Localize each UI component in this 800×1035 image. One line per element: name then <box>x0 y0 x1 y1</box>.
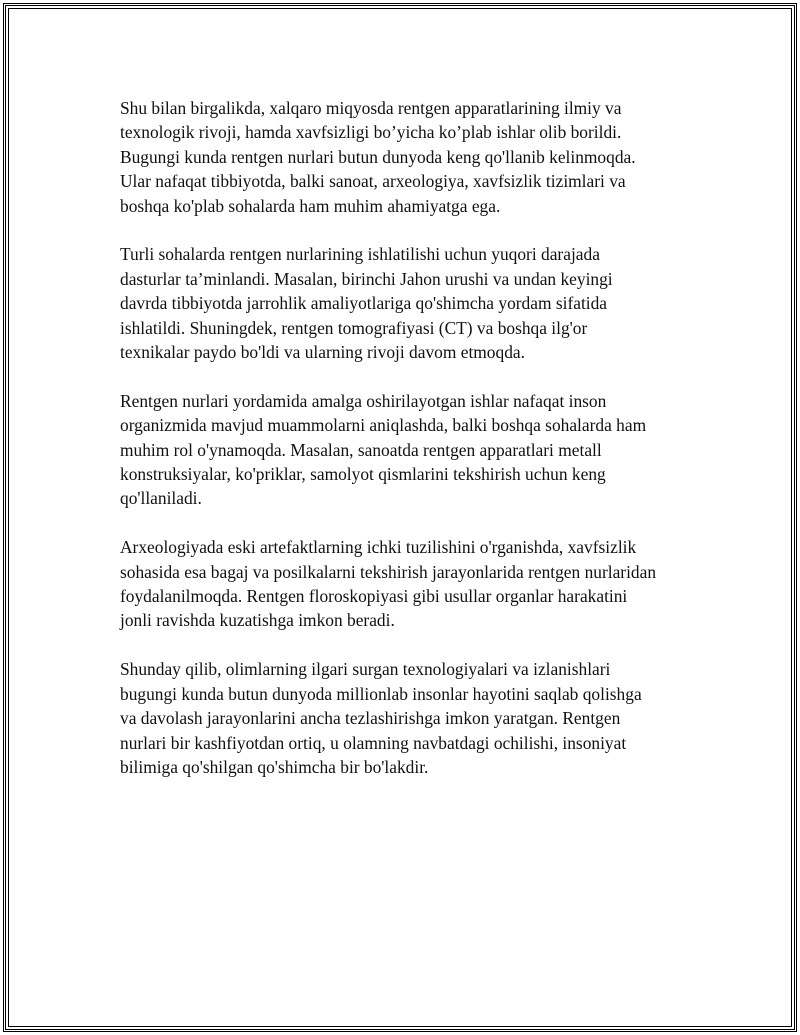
document-body <box>120 96 700 804</box>
page-frame <box>3 3 797 1032</box>
text-line: bilimiga qo'shilgan qo'shimcha bir bo'lakdir. <box>120 756 429 777</box>
text-line: Bugungi kunda rentgen nurlari butun dunyoda keng qo'llanib kelinmoqda. <box>120 146 636 167</box>
paragraph-1 <box>120 96 700 218</box>
text-line: boshqa ko'plab sohalarda ham muhim ahamiyatga ega. <box>120 195 501 216</box>
text-line: Rentgen nurlari yordamida amalga oshirilayotgan ishlar nafaqat inson <box>120 390 607 411</box>
paragraph-2 <box>120 242 700 364</box>
text-line: bugungi kunda butun dunyoda millionlab insonlar hayotini saqlab qolishga <box>120 683 642 704</box>
paragraph-3 <box>120 389 700 511</box>
text-line: konstruksiyalar, ko'priklar, samolyot qismlarini tekshirish uchun keng <box>120 464 606 485</box>
text-line: dasturlar ta’minlandi. Masalan, birinchi Jahon urushi va undan keyingi <box>120 268 613 289</box>
text-line: texnologik rivoji, hamda xavfsizligi bo’yicha ko’plab ishlar olib borildi. <box>120 122 622 143</box>
text-line: Arxeologiyada eski artefaktlarning ichki tuzilishini o'rganishda, xavfsizlik <box>120 537 637 558</box>
paragraph-4 <box>120 535 700 633</box>
text-line: ishlatildi. Shuningdek, rentgen tomografiyasi (CT) va boshqa ilg'or <box>120 317 588 338</box>
text-line: foydalanilmoqda. Rentgen floroskopiyasi gibi usullar organlar harakatini <box>120 586 628 607</box>
text-line: texnikalar paydo bo'ldi va ularning rivoji davom etmoqda. <box>120 342 525 363</box>
text-line: Shu bilan birgalikda, xalqaro miqyosda rentgen apparatlarining ilmiy va <box>120 98 622 118</box>
text-line: davrda tibbiyotda jarrohlik amaliyotlariga qo'shimcha yordam sifatida <box>120 293 608 314</box>
text-line: sohasida esa bagaj va posilkalarni tekshirish jarayonlarida rentgen nurlaridan <box>120 561 657 582</box>
text-line: qo'llaniladi. <box>120 488 202 509</box>
text-line: Turli sohalarda rentgen nurlarining ishlatilishi uchun yuqori darajada <box>120 244 600 265</box>
paragraph-5 <box>120 657 700 779</box>
text-line: jonli ravishda kuzatishga imkon beradi. <box>120 610 395 631</box>
text-line: Shunday qilib, olimlarning ilgari surgan texnologiyalari va izlanishlari <box>120 659 611 680</box>
text-line: Ular nafaqat tibbiyotda, balki sanoat, arxeologiya, xavfsizlik tizimlari va <box>120 171 626 192</box>
text-line: nurlari bir kashfiyotdan ortiq, u olamning navbatdagi ochilishi, insoniyat <box>120 732 627 753</box>
text-line: muhim rol o'ynamoqda. Masalan, sanoatda rentgen apparatlari metall <box>120 439 602 460</box>
text-line: va davolash jarayonlarini ancha tezlashirishga imkon yaratgan. Rentgen <box>120 708 621 729</box>
text-line: organizmida mavjud muammolarni aniqlashda, balki boshqa sohalarda ham <box>120 415 647 436</box>
